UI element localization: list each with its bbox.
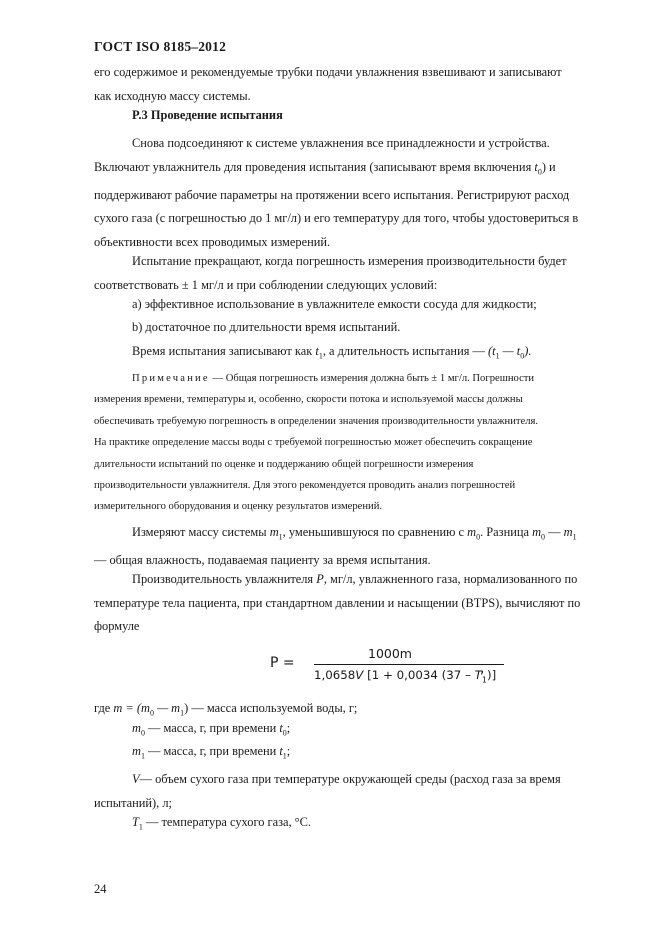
note-line: производительности увлажнителя. Для этого рекомендуется проводить анализ погрешностей xyxy=(94,480,516,492)
formula-lhs: P = xyxy=(270,655,295,671)
intro-paragraph xyxy=(94,61,621,108)
note-line: На практике определение массы воды с требуемой погрешностью может обеспечить сокращение xyxy=(94,437,533,449)
page-number: 24 xyxy=(94,882,107,896)
text-line: соответствовать ± 1 мг/л и при соблюдении следующих условий: xyxy=(94,277,438,292)
paragraph-stop-conditions xyxy=(94,250,621,297)
text-line: температуре тела пациента, при стандартном давлении и насыщении (BTPS), вычисляют по xyxy=(94,595,581,610)
section-heading: P.3 Проведение испытания xyxy=(132,108,283,122)
text-line: V— объем сухого газа при температуре окружающей среды (расход газа за время xyxy=(132,772,561,786)
performance-formula xyxy=(270,647,500,687)
note-line: измерения времени, температуры и, особенно, скорости потока и используемой массы должны xyxy=(94,394,523,406)
list-item-a: a) эффективное использование в увлажнителе емкости сосуда для жидкости; xyxy=(132,297,537,311)
list-item-b: b) достаточное по длительности время испытаний. xyxy=(132,320,401,334)
text-line: формуле xyxy=(94,619,140,634)
time-record-line: Время испытания записывают как $t_1$, а длительность испытания — ($t_1$ — $t_0$). xyxy=(132,344,532,361)
document-header: ГОСТ ISO 8185–2012 xyxy=(94,39,227,54)
note-line: длительности испытаний по оценке и поддержанию общей погрешности измерения xyxy=(94,458,474,470)
note-label: Примечание xyxy=(132,373,210,384)
definition-m1: $m_1$ — масса, г, при времени $t_1$; xyxy=(132,744,291,761)
paragraph-reconnect xyxy=(94,132,621,254)
text-line: Снова подсоединяют к системе увлажнения все принадлежности и устройства. xyxy=(132,136,550,150)
where-line: где $m = (m_0$ — $m_1$) — масса используемой воды, г; xyxy=(94,701,358,718)
text-line: поддерживают рабочие параметры на протяжении всего испытания. Регистрируют расход xyxy=(94,187,570,202)
formula-numerator: 1000m xyxy=(368,646,412,661)
text-line: Производительность увлажнителя P, мг/л, увлажненного газа, нормализованного по xyxy=(132,572,578,586)
formula-denominator: 1,0658V [1 + 0,0034 $(37 - T_1)$] xyxy=(314,668,497,685)
paragraph-mass-measure xyxy=(94,521,621,573)
text-line: Измеряют массу системы $m_1$, уменьшившуюся по сравнению с $m_0$. Разница $m_0$ — $m_1$ xyxy=(132,525,577,542)
formula-comma: , xyxy=(480,661,485,677)
fraction-bar xyxy=(314,664,504,665)
note-line: измерительного оборудования и оценку результатов измерений. xyxy=(94,501,383,513)
text-line: как исходную массу системы. xyxy=(94,88,251,103)
paragraph-performance xyxy=(94,568,621,639)
text-line: его содержимое и рекомендуемые трубки подачи увлажнения взвешивают и записывают xyxy=(94,65,562,79)
note-block xyxy=(94,368,621,518)
text-line: Включают увлажнитель для проведения испытания (записывают время включения $t_0$) и xyxy=(94,159,556,177)
definition-V xyxy=(94,768,621,815)
definition-T1: $T_1$ — температура сухого газа, °C. xyxy=(132,815,311,832)
text-line: — общая влажность, подаваемая пациенту за время испытания. xyxy=(94,553,431,568)
definition-m0: $m_0$ — масса, г, при времени $t_0$; xyxy=(132,721,291,738)
text-line: Испытание прекращают, когда погрешность измерения производительности будет xyxy=(132,254,567,268)
text-line: объективности всех проводимых измерений. xyxy=(94,234,331,249)
text-line: сухого газа (с погрешностью до 1 мг/л) и его температуру для того, чтобы удостовериться в xyxy=(94,211,579,226)
text-line: испытаний), л; xyxy=(94,795,172,810)
note-line: Примечание — Общая погрешность измерения должна быть ± 1 мг/л. Погрешности xyxy=(132,373,535,384)
note-line: обеспечивать требуемую погрешность в определении значения производительности увлажнителя. xyxy=(94,415,539,427)
